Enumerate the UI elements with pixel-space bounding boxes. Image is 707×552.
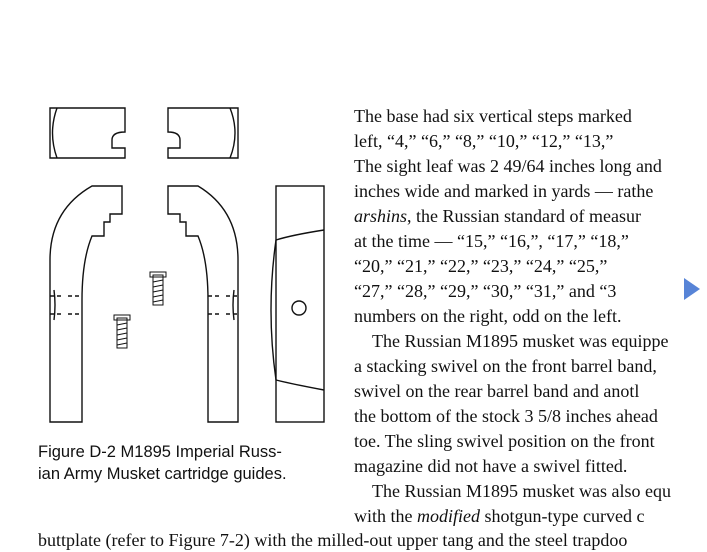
guide-top-left-drawing: [50, 108, 125, 158]
text-line: “27,” “28,” “29,” “30,” “31,” and “3: [354, 281, 617, 301]
screw-lower-drawing: [114, 315, 130, 348]
body-text-column: [354, 104, 707, 529]
text-line: The Russian M1895 musket was also equ: [372, 481, 671, 501]
text-fragment: , the Russian standard of measur: [407, 206, 641, 226]
text-line: The sight leaf was 2 49/64 inches long and: [354, 156, 662, 176]
text-line: the bottom of the stock 3 5/8 inches ahead: [354, 406, 658, 426]
text-fragment: shotgun-type curved c: [480, 506, 645, 526]
guide-right-drawing: [168, 186, 238, 422]
text-line: left, “4,” “6,” “8,” “10,” “12,” “13,”: [354, 131, 614, 151]
screw-upper-drawing: [150, 272, 166, 305]
text-line: swivel on the rear barrel band and anotl: [354, 381, 640, 401]
text-line: at the time — “15,” “16,”, “17,” “18,”: [354, 231, 629, 251]
next-page-arrow-icon[interactable]: [682, 276, 702, 302]
text-line: The Russian M1895 musket was equippe: [372, 331, 669, 351]
text-line-italic-start: [354, 204, 707, 229]
text-line-modified: [354, 504, 707, 529]
text-line: magazine did not have a swivel fitted.: [354, 456, 628, 476]
cartridge-guides-figure: [30, 100, 330, 440]
text-line: a stacking swivel on the front barrel band,: [354, 356, 657, 376]
caption-line: Figure D-2 M1895 Imperial Russ-: [38, 443, 282, 461]
guide-left-drawing: [50, 186, 122, 422]
text-line: inches wide and marked in yards — rathe: [354, 181, 654, 201]
guide-top-right-drawing: [168, 108, 238, 158]
caption-line: ian Army Musket cartridge guides.: [38, 465, 287, 483]
text-line: toe. The sling swivel position on the front: [354, 431, 655, 451]
guide-side-view-drawing: [271, 186, 324, 422]
figure-caption: [38, 441, 338, 485]
arshins-text: arshins: [354, 206, 408, 226]
text-line: numbers on the right, odd on the left.: [354, 306, 622, 326]
text-line: “20,” “21,” “22,” “23,” “24,” “25,”: [354, 256, 608, 276]
bottom-text-line: buttplate (refer to Figure 7-2) with the milled-out upper tang and the steel trapdoo: [38, 530, 628, 550]
modified-text: modified: [417, 506, 480, 526]
text-line: The base had six vertical steps marked: [354, 106, 632, 126]
text-fragment: with the: [354, 506, 417, 526]
